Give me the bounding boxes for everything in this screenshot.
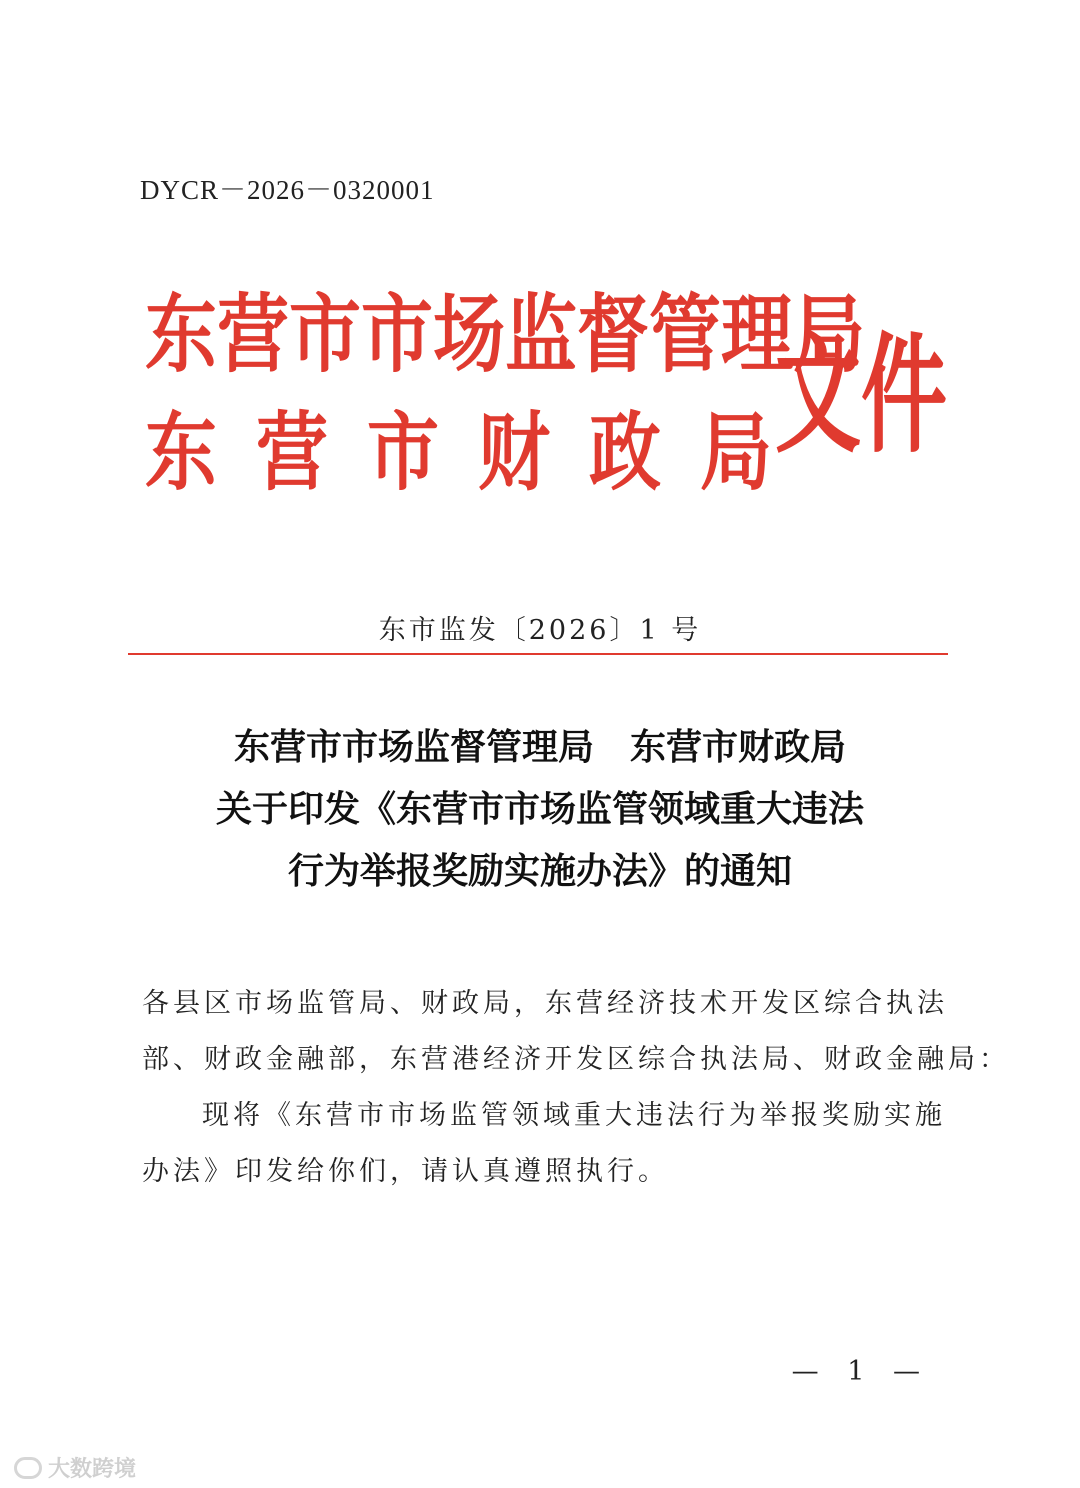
issuer-finance-bureau: 东营市财政局	[145, 401, 812, 503]
document-body	[142, 976, 1010, 1200]
title-line-1: 东营市市场监督管理局 东营市财政局	[233, 726, 846, 768]
body-line-4: 办法》印发给你们，请认真遵照执行。	[142, 1156, 669, 1187]
document-code: DYCR－2026－0320001	[140, 175, 435, 205]
watermark-text: 大数跨境	[48, 1457, 137, 1482]
watermark	[14, 1452, 136, 1483]
red-divider-line	[128, 653, 948, 655]
document-number: 东市监发〔2026〕1 号	[378, 615, 702, 646]
body-line-3: 现将《东营市市场监管领域重大违法行为举报奖励实施	[202, 1100, 946, 1131]
title-line-2: 关于印发《东营市市场监管领域重大违法	[215, 788, 864, 830]
title-line-3: 行为举报奖励实施办法》的通知	[287, 850, 792, 892]
issuing-authority-header	[145, 283, 947, 522]
issuer-market-supervision-bureau: 东营市市场监督管理局	[145, 283, 866, 385]
body-line-1: 各县区市场监管局、财政局，东营经济技术开发区综合执法	[142, 988, 948, 1019]
page-number: — 1 —	[791, 1356, 930, 1387]
watermark-logo-icon	[14, 1457, 42, 1479]
body-line-2: 部、财政金融部，东营港经济开发区综合执法局、财政金融局：	[142, 1044, 1010, 1075]
document-suffix: 文件	[775, 320, 947, 472]
document-title	[0, 716, 1080, 902]
